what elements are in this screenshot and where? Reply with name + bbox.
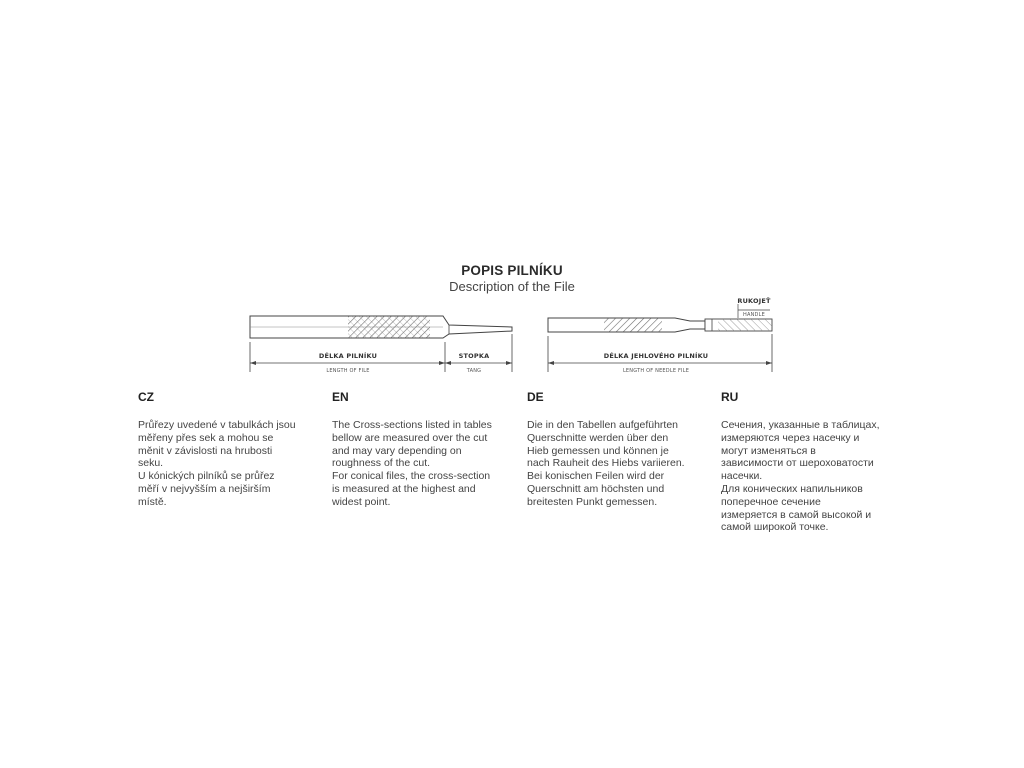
column-de xyxy=(527,390,707,509)
needle-length-label: DÉLKA JEHLOVÉHO PILNÍKU xyxy=(603,352,709,360)
handle-label: RUKOJEŤ xyxy=(737,297,771,305)
description-text: Сечения, указанные в таблицах, измеряются через насечку и могут изменяться в зависимости от шероховатости насечки. Для конических напильников поперечное сечение измеряется в самой высокой и самой широкой точке. xyxy=(721,419,880,534)
page-title: POPIS PILNÍKU xyxy=(461,263,563,278)
language-heading: RU xyxy=(721,390,739,404)
language-heading: EN xyxy=(332,390,349,404)
file-length-label: DÉLKA PILNÍKU xyxy=(318,352,378,360)
language-heading: CZ xyxy=(138,390,154,404)
tang-sublabel: TANG xyxy=(466,368,482,374)
file-length-sublabel: LENGTH OF FILE xyxy=(326,368,370,374)
needle-file-illustration xyxy=(548,318,772,332)
column-ru xyxy=(721,390,901,534)
column-cz xyxy=(138,390,318,509)
tang-label: STOPKA xyxy=(458,352,490,360)
language-heading: DE xyxy=(527,390,544,404)
description-text: Průřezy uvedené v tabulkách jsou měřeny přes sek a mohou se měnit v závislosti na hrubosti seku. U kónických pilníků se průřez měří v nejvyšším a nejširším místě. xyxy=(138,419,296,508)
column-en xyxy=(332,390,512,509)
page-subtitle: Description of the File xyxy=(449,279,575,294)
file-illustration xyxy=(250,316,512,338)
needle-length-sublabel: LENGTH OF NEEDLE FILE xyxy=(622,368,690,374)
handle-sublabel: HANDLE xyxy=(743,312,765,318)
description-text: The Cross-sections listed in tables bellow are measured over the cut and may vary depending on roughness of the cut. For conical files, the cross-section is measured at the highest and widest point. xyxy=(332,419,492,508)
description-text: Die in den Tabellen aufgeführten Querschnitte werden über den Hieb gemessen und können je nach Rauheit des Hiebs variieren. Bei konischen Feilen wird der Querschnitt am höchsten und breitesten Punkt gemessen. xyxy=(527,419,685,508)
